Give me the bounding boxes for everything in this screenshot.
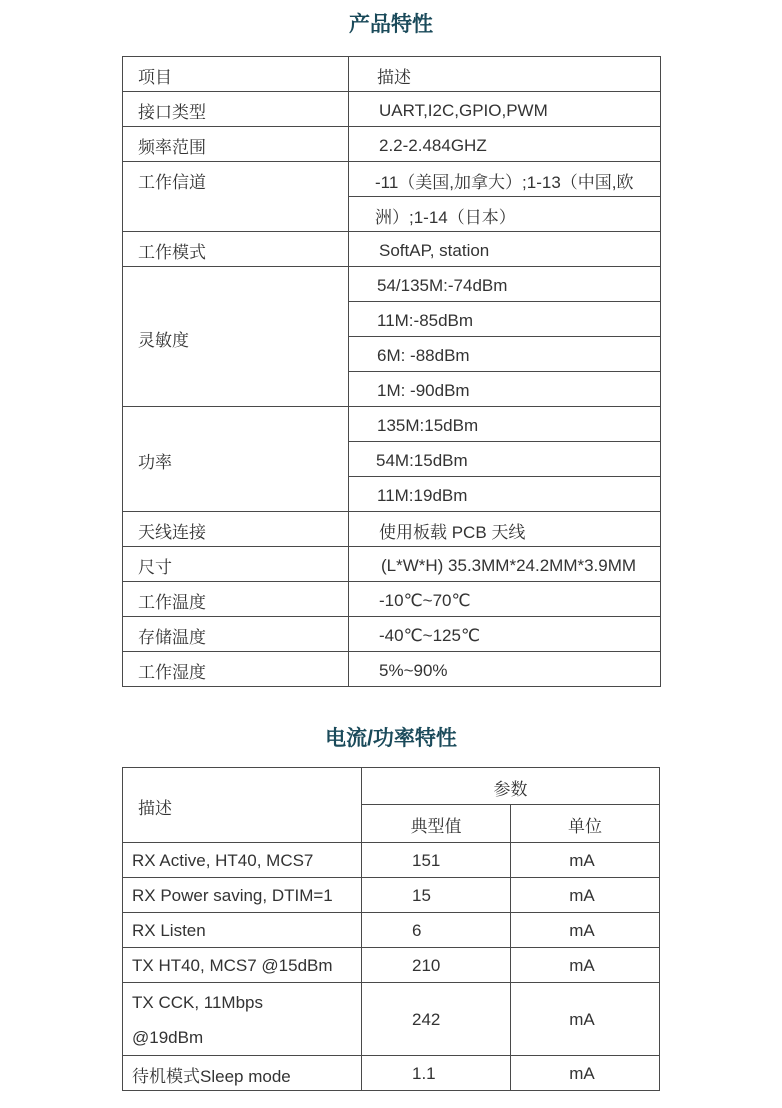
header-item: 项目 xyxy=(123,57,349,92)
size-label: 尺寸 xyxy=(123,547,349,582)
table-row xyxy=(123,512,661,547)
sensitivity-value: 11M:-85dBm xyxy=(349,302,661,337)
row-desc: RX Listen xyxy=(123,913,362,948)
row-typical: 242 xyxy=(362,983,511,1056)
table-row xyxy=(123,92,661,127)
header-desc: 描述 xyxy=(123,768,362,843)
sensitivity-value: 1M: -90dBm xyxy=(349,372,661,407)
table-row xyxy=(123,197,661,232)
row-unit: mA xyxy=(511,1056,660,1091)
mode-value: SoftAP, station xyxy=(349,232,661,267)
interface-label: 接口类型 xyxy=(123,92,349,127)
table-row xyxy=(123,913,660,948)
row-desc: RX Power saving, DTIM=1 xyxy=(123,878,362,913)
row-typical: 1.1 xyxy=(362,1056,511,1091)
power-label: 功率 xyxy=(123,407,349,512)
size-value: (L*W*H) 35.3MM*24.2MM*3.9MM xyxy=(349,547,661,582)
row-desc-line1: TX CCK, 11Mbps xyxy=(132,993,264,1012)
table-row xyxy=(123,948,660,983)
table-row xyxy=(123,407,661,442)
table-row xyxy=(123,843,660,878)
channel-label-empty xyxy=(123,197,349,232)
humidity-value: 5%~90% xyxy=(349,652,661,687)
row-unit: mA xyxy=(511,878,660,913)
channel-value-line2: 洲）;1-14（日本） xyxy=(349,197,661,232)
frequency-value: 2.2-2.484GHZ xyxy=(349,127,661,162)
channel-value-line1: -11（美国,加拿大）;1-13（中国,欧 xyxy=(349,162,661,197)
row-desc: 待机模式Sleep mode xyxy=(123,1056,362,1091)
storage-temp-label: 存储温度 xyxy=(123,617,349,652)
op-temp-label: 工作温度 xyxy=(123,582,349,617)
op-temp-value: -10℃~70℃ xyxy=(349,582,661,617)
table-row xyxy=(123,582,661,617)
header-desc: 描述 xyxy=(349,57,661,92)
table-row xyxy=(123,878,660,913)
power-value: 11M:19dBm xyxy=(349,477,661,512)
features-table xyxy=(122,56,661,687)
features-title: 产品特性 xyxy=(349,13,433,36)
sensitivity-value: 54/135M:-74dBm xyxy=(349,267,661,302)
row-typical: 151 xyxy=(362,843,511,878)
row-desc xyxy=(123,983,362,1056)
power-value: 54M:15dBm xyxy=(349,442,661,477)
table-header-row xyxy=(123,57,661,92)
power-value: 135M:15dBm xyxy=(349,407,661,442)
channel-label: 工作信道 xyxy=(123,162,349,197)
row-unit: mA xyxy=(511,948,660,983)
row-desc-line2: @19dBm xyxy=(132,1028,204,1047)
header-unit: 单位 xyxy=(511,805,660,843)
table-row xyxy=(123,652,661,687)
row-desc: RX Active, HT40, MCS7 xyxy=(123,843,362,878)
sensitivity-label: 灵敏度 xyxy=(123,267,349,407)
table-row xyxy=(123,547,661,582)
row-unit: mA xyxy=(511,983,660,1056)
sensitivity-value: 6M: -88dBm xyxy=(349,337,661,372)
table-row xyxy=(123,1056,660,1091)
row-desc: TX HT40, MCS7 @15dBm xyxy=(123,948,362,983)
header-param: 参数 xyxy=(362,768,660,805)
antenna-value: 使用板载 PCB 天线 xyxy=(349,512,661,547)
row-unit: mA xyxy=(511,843,660,878)
row-typical: 15 xyxy=(362,878,511,913)
mode-label: 工作模式 xyxy=(123,232,349,267)
antenna-label: 天线连接 xyxy=(123,512,349,547)
table-row xyxy=(123,127,661,162)
humidity-label: 工作湿度 xyxy=(123,652,349,687)
row-unit: mA xyxy=(511,913,660,948)
table-row xyxy=(123,162,661,197)
header-typical: 典型值 xyxy=(362,805,511,843)
row-typical: 6 xyxy=(362,913,511,948)
interface-value: UART,I2C,GPIO,PWM xyxy=(349,92,661,127)
current-title: 电流/功率特性 xyxy=(325,727,457,750)
table-row xyxy=(123,232,661,267)
table-header-row xyxy=(123,768,660,805)
table-row xyxy=(123,267,661,302)
row-typical: 210 xyxy=(362,948,511,983)
storage-temp-value: -40℃~125℃ xyxy=(349,617,661,652)
table-row xyxy=(123,983,660,1056)
table-row xyxy=(123,617,661,652)
current-table xyxy=(122,767,660,1091)
frequency-label: 频率范围 xyxy=(123,127,349,162)
